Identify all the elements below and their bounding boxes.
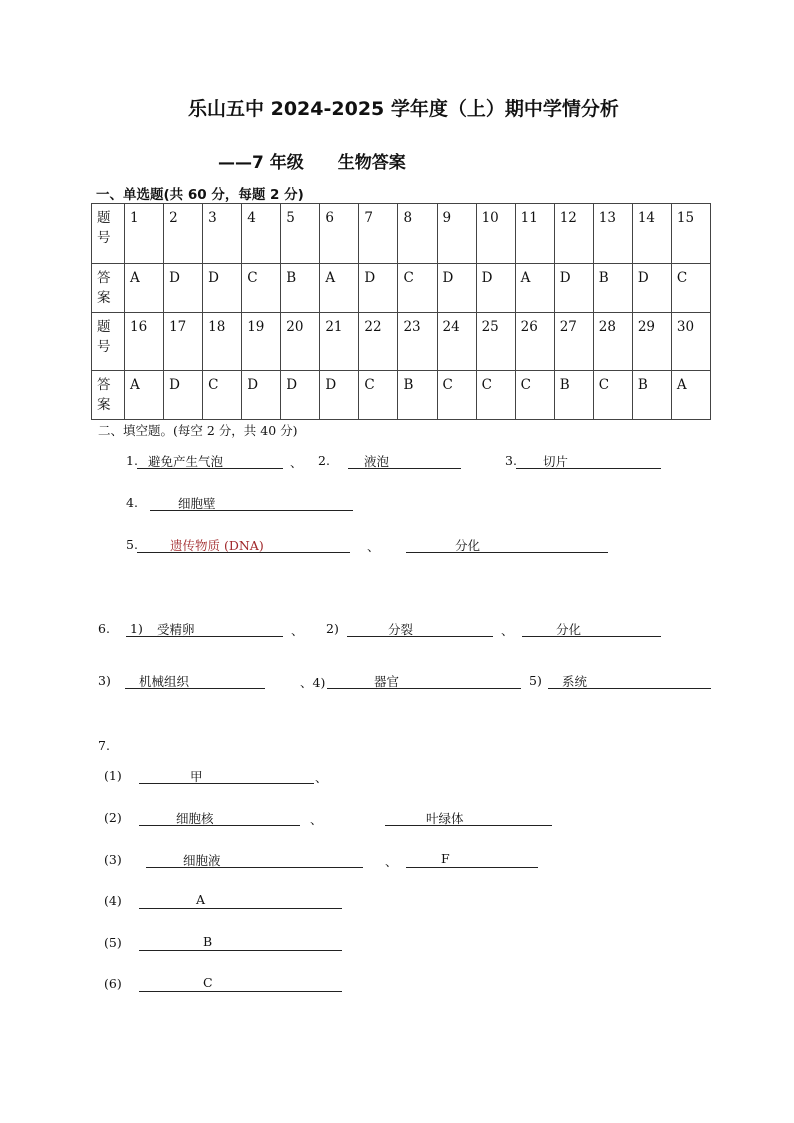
q7-3-separator: 、 <box>385 854 398 869</box>
q7-2-answer-2: 叶绿体 <box>426 811 464 826</box>
q6-part5-label: 5) <box>529 673 542 688</box>
answer-cell: C <box>593 371 632 420</box>
answer-cell: A <box>671 371 710 420</box>
q6-blank-5 <box>327 671 521 689</box>
q7-4-answer: A <box>196 892 206 907</box>
q6-separator-2: 、 <box>501 623 514 638</box>
question-number: 15 <box>671 204 710 264</box>
answer-cell: B <box>398 371 437 420</box>
q4-answer: 细胞壁 <box>178 496 216 511</box>
q7-item-label: (1) <box>104 768 122 783</box>
question-number: 16 <box>125 313 164 371</box>
q7-3-answer-1: 细胞液 <box>183 853 221 868</box>
answer-cell: B <box>554 371 593 420</box>
page-subtitle: ——7 年级 生物答案 <box>218 153 406 173</box>
q7-3-blank-2 <box>406 850 538 868</box>
q7-3-answer-2: F <box>441 851 450 866</box>
q5-separator: 、 <box>367 539 380 554</box>
q7-1-separator: 、 <box>315 770 328 785</box>
answer-cell: D <box>437 264 476 313</box>
q3-answer: 切片 <box>543 454 569 469</box>
q6-answer-1: 受精卵 <box>157 622 195 637</box>
row-header-answer: 答案 <box>92 264 125 313</box>
q7-1-blank <box>139 766 314 784</box>
table-row <box>92 264 711 313</box>
answer-cell: B <box>281 264 320 313</box>
answer-cell: C <box>671 264 710 313</box>
row-header-answer: 答案 <box>92 371 125 420</box>
q4-number: 4. <box>126 495 138 510</box>
question-number: 12 <box>554 204 593 264</box>
answer-cell: A <box>125 264 164 313</box>
table-row <box>92 371 711 420</box>
q5-number: 5. <box>126 537 138 552</box>
q1-separator: 、 <box>290 455 303 470</box>
answer-cell: A <box>320 264 359 313</box>
question-number: 10 <box>476 204 515 264</box>
question-number: 24 <box>437 313 476 371</box>
q7-2-blank-2 <box>385 808 552 826</box>
q7-item-label: (5) <box>104 935 122 950</box>
answer-cell: D <box>164 264 203 313</box>
question-number: 13 <box>593 204 632 264</box>
q6-part1-label: 1) <box>130 621 143 636</box>
question-number: 17 <box>164 313 203 371</box>
answer-cell: B <box>632 371 671 420</box>
answer-cell: C <box>242 264 281 313</box>
question-number: 6 <box>320 204 359 264</box>
q6-answer-2: 分裂 <box>388 622 414 637</box>
q7-item-label: (6) <box>104 976 122 991</box>
question-number: 9 <box>437 204 476 264</box>
q7-3-blank-1 <box>146 850 363 868</box>
answer-cell: D <box>476 264 515 313</box>
q5-blank-2 <box>406 535 608 553</box>
answer-cell: A <box>515 264 554 313</box>
q1-answer: 避免产生气泡 <box>148 454 224 469</box>
table-row <box>92 204 711 264</box>
q7-4-blank <box>139 891 342 909</box>
q6-part4-label: 、4) <box>300 675 326 690</box>
answer-cell: D <box>242 371 281 420</box>
answer-cell: A <box>125 371 164 420</box>
q3-number: 3. <box>505 453 517 468</box>
q7-item-label: (4) <box>104 893 122 908</box>
question-number: 26 <box>515 313 554 371</box>
answer-cell: C <box>515 371 554 420</box>
question-number: 27 <box>554 313 593 371</box>
answer-cell: D <box>320 371 359 420</box>
question-number: 19 <box>242 313 281 371</box>
q1-number: 1. <box>126 453 138 468</box>
question-number: 25 <box>476 313 515 371</box>
answer-cell: D <box>632 264 671 313</box>
question-number: 22 <box>359 313 398 371</box>
q2-answer: 液泡 <box>364 454 390 469</box>
answer-cell: D <box>281 371 320 420</box>
answer-cell: C <box>437 371 476 420</box>
answer-cell: D <box>203 264 242 313</box>
question-number: 7 <box>359 204 398 264</box>
q6-separator-1: 、 <box>291 623 304 638</box>
question-number: 29 <box>632 313 671 371</box>
question-number: 23 <box>398 313 437 371</box>
q7-5-blank <box>139 933 342 951</box>
table-row <box>92 313 711 371</box>
answer-cell: C <box>476 371 515 420</box>
question-number: 30 <box>671 313 710 371</box>
q7-6-blank <box>139 974 342 992</box>
q6-part2-label: 2) <box>326 621 339 636</box>
question-number: 21 <box>320 313 359 371</box>
q7-2-answer-1: 细胞核 <box>176 811 214 826</box>
answer-cell: D <box>164 371 203 420</box>
q6-number: 6. <box>98 621 110 636</box>
question-number: 14 <box>632 204 671 264</box>
q6-answer-6: 系统 <box>562 674 588 689</box>
q6-part3-label: 3) <box>98 673 111 688</box>
row-header-question: 题号 <box>92 313 125 371</box>
q7-5-answer: B <box>203 934 213 949</box>
q3-blank <box>516 451 661 469</box>
q5-answer-2: 分化 <box>455 538 481 553</box>
q6-blank-2 <box>347 619 493 637</box>
q5-answer-1: 遗传物质 (DNA) <box>170 538 264 553</box>
q6-blank-3 <box>522 619 661 637</box>
question-number: 1 <box>125 204 164 264</box>
answer-table <box>91 203 711 420</box>
question-number: 11 <box>515 204 554 264</box>
answer-cell: D <box>359 264 398 313</box>
q6-answer-4: 机械组织 <box>139 674 190 689</box>
q7-2-separator: 、 <box>310 812 323 827</box>
question-number: 8 <box>398 204 437 264</box>
page-title: 乐山五中 2024-2025 学年度（上）期中学情分析 <box>188 98 619 120</box>
q7-1-answer: 甲 <box>190 769 203 784</box>
q7-2-blank-1 <box>139 808 300 826</box>
question-number: 2 <box>164 204 203 264</box>
q7-6-answer: C <box>203 975 213 990</box>
q6-answer-3: 分化 <box>556 622 582 637</box>
section2-heading: 二、填空题。(每空 2 分，共 40 分) <box>98 423 298 438</box>
q6-answer-5: 器官 <box>374 674 400 689</box>
q6-blank-1 <box>126 619 283 637</box>
answer-cell: C <box>359 371 398 420</box>
row-header-question: 题号 <box>92 204 125 264</box>
question-number: 18 <box>203 313 242 371</box>
section1-heading: 一、单选题(共 60 分，每题 2 分) <box>96 187 304 203</box>
q2-number: 2. <box>318 453 330 468</box>
answer-cell: B <box>593 264 632 313</box>
q7-item-label: (2) <box>104 810 122 825</box>
question-number: 4 <box>242 204 281 264</box>
question-number: 28 <box>593 313 632 371</box>
question-number: 20 <box>281 313 320 371</box>
answer-cell: C <box>203 371 242 420</box>
question-number: 5 <box>281 204 320 264</box>
answer-cell: C <box>398 264 437 313</box>
q7-item-label: (3) <box>104 852 122 867</box>
answer-cell: D <box>554 264 593 313</box>
q7-number: 7. <box>98 738 110 753</box>
question-number: 3 <box>203 204 242 264</box>
